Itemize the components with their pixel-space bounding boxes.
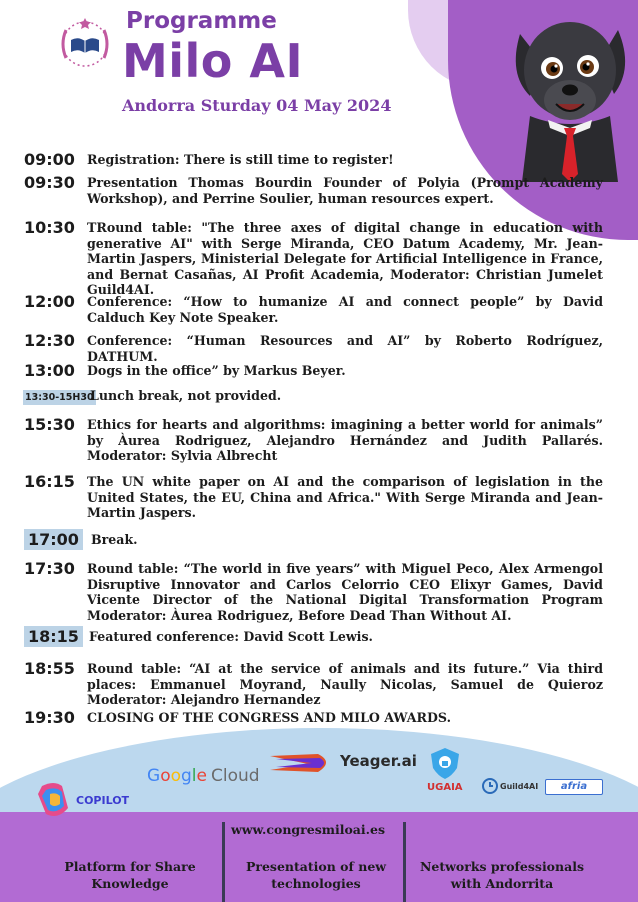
copilot-logo-text: COPILOT <box>76 794 130 807</box>
schedule-time: 09:30 <box>24 173 75 192</box>
guild4ai-logo-text: Guild4AI <box>500 782 539 791</box>
schedule-time: 16:15 <box>24 472 75 491</box>
ugaia-logo-text: UGAIA <box>427 782 463 793</box>
schedule-time: 13:30-15H30 <box>25 392 94 403</box>
google-letter: o <box>170 766 181 786</box>
event-date: Andorra Sturday 04 May 2024 <box>122 96 392 115</box>
google-letter: G <box>147 766 161 786</box>
google-letter: l <box>191 766 197 786</box>
google-letter: g <box>181 766 192 786</box>
website-url[interactable]: www.congresmiloai.es <box>231 822 385 837</box>
schedule-text: Conference: “How to humanize AI and connect people” by David Calduch Key Note Speaker. <box>87 294 603 325</box>
programme-label: Programme <box>126 8 277 34</box>
schedule-time: 18:15 <box>24 626 83 647</box>
google-letter: e <box>196 766 207 786</box>
schedule-time: 13:00 <box>24 361 75 380</box>
schedule-text: Break. <box>91 532 138 547</box>
schedule-text: Round table: “The world in five years” with Miguel Peco, Alex Armengol Disruptive Innovator and Carlos Celorrio CEO Elixyr Games, David Vicente Director of the National Digital Transformation Program Moderator: Àurea Rodriguez, Before Dead Than Without AI. <box>87 561 603 623</box>
book-laurel-logo <box>54 12 116 74</box>
schedule-time: 15:30 <box>24 415 75 434</box>
ugaia-shield-icon <box>428 746 462 780</box>
google-cloud-logo <box>147 766 260 786</box>
schedule-time: 19:30 <box>24 708 75 727</box>
schedule-text: Featured conference: David Scott Lewis. <box>89 629 373 644</box>
schedule-time: 09:00 <box>24 150 75 169</box>
footer-feature-technologies: Presentation of new technologies <box>245 859 387 891</box>
schedule-text: Dogs in the office” by Markus Beyer. <box>87 363 346 378</box>
schedule-time: 18:55 <box>24 659 75 678</box>
schedule-text: Ethics for hearts and algorithms: imagining a better world for animals” by Àurea Rodriguez, Alejandro Hernández and Judith Pallarés. Moderator: Sylvia Albrecht <box>87 417 603 464</box>
schedule-text: Registration: There is still time to register! <box>87 152 394 167</box>
schedule-text: Presentation Thomas Bourdin Founder of Polyia (Prompt Academy Workshop), and Perrine Soulier, human resources expert. <box>87 175 603 206</box>
schedule-time: 10:30 <box>24 218 75 237</box>
schedule-text: Conference: “Human Resources and AI” by Roberto Rodríguez, DATHUM. <box>87 333 603 364</box>
footer-divider <box>222 822 225 902</box>
schedule-time: 17:00 <box>24 529 83 550</box>
schedule-time: 17:30 <box>24 559 75 578</box>
schedule-text: Round table: “AI at the service of animals and its future.” Via third places: Emmanuel Moyrand, Naully Nicolas, Samuel de Quieroz Moderator: Alejandro Hernandez <box>87 661 603 708</box>
schedule-time: 12:00 <box>24 292 75 311</box>
schedule-text: CLOSING OF THE CONGRESS AND MILO AWARDS. <box>87 710 451 725</box>
schedule-time: 12:30 <box>24 331 75 350</box>
schedule-text: Lunch break, not provided. <box>90 388 282 403</box>
footer-divider <box>403 822 406 902</box>
schedule-text: The UN white paper on AI and the comparison of legislation in the United States, the EU, China and Africa." With Serge Miranda and Jean-Martin Jaspers. <box>87 474 603 521</box>
afria-logo: afria <box>545 779 603 795</box>
footer-feature-networks: Networks professionals with Andorrita <box>419 859 584 891</box>
schedule-text: TRound table: "The three axes of digital change in education with generative AI" with Serge Miranda, CEO Datum Academy, Mr. Jean-Martin Jaspers, Ministerial Delegate for Artificial Intelligence in France, and Bernat Casañas, AI Profit Academia, Moderator: Christian Jumelet Guild4AI. <box>87 220 603 298</box>
page-title: Milo AI <box>122 34 304 88</box>
guild4ai-logo-icon <box>482 778 498 794</box>
google-letter: o <box>160 766 171 786</box>
google-cloud-word: Cloud <box>211 766 260 786</box>
copilot-logo-icon <box>34 780 74 820</box>
footer-feature-knowledge: Platform for Share Knowledge <box>64 859 196 891</box>
yeager-logo-text: Yeager.ai <box>340 752 417 770</box>
yeager-logo-icon <box>268 750 336 776</box>
